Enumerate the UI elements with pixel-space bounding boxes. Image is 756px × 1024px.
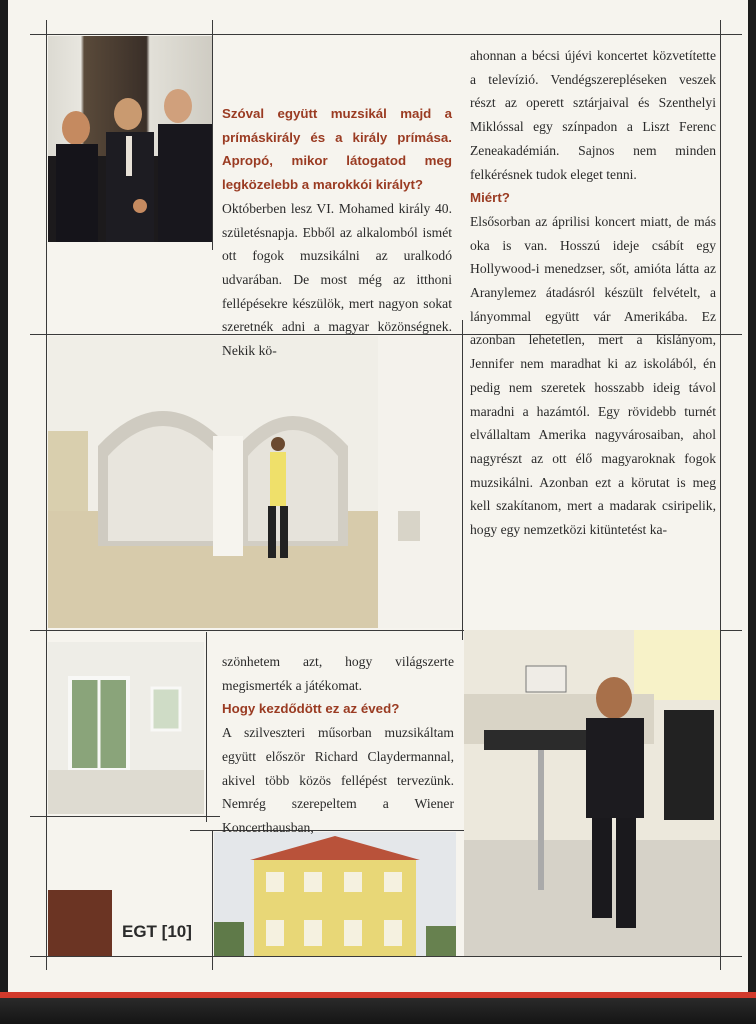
interview-question: Miért? bbox=[470, 190, 510, 206]
interview-answer: Elsősorban az áprilisi koncert miatt, de más oka is van. Hosszú ideje csábít egy Hollywood-i menedzser, sőt, amióta látta az Aranylemez átadásról készült felvételt, a lányommal együtt vár Amerikába. Ez azonban lehetetlen, mert a kislányom, Jennifer nem maradhat ki az iskolából, én pedig nem szeretek hosszabb ideig távol maradni a hazámtól. Egy rövidebb turnét elvállaltam Amerika nagyvárosaiban, ahol nagyrészt az ott élő magyaroknak fogok muzsikálni. Azonban ezt a körutat is meg kell szakítanom, mert a madarak csiripelik, hogy egy nemzetközi kitüntetést ka- bbox=[470, 213, 716, 538]
grid-line bbox=[212, 830, 213, 970]
interview-question: Hogy kezdődött ez az éved? bbox=[222, 701, 400, 717]
grid-line bbox=[212, 20, 213, 250]
grid-line bbox=[46, 20, 47, 970]
photo-men-shaking-hands bbox=[48, 36, 212, 242]
page-bottom-edge bbox=[0, 992, 756, 1024]
interview-question: Szóval együtt muzsikál majd a prímáskirály és a király prímása. Apropó, mikor látogatod meg legközelebb a marokkói királyt? bbox=[222, 106, 452, 193]
interview-answer: Októberben lesz VI. Mohamed király 40. születésnapja. Ebből az alkalomból ismét ott fogok muzsikálni az uralkodó udvarában. De most még az itthoni fellépésekre készülök, mert nagyon sokat szeretnék adni a magyar közönségnek. Nekik kö- bbox=[222, 200, 452, 359]
grid-line bbox=[30, 956, 742, 957]
grid-line bbox=[462, 320, 463, 640]
page-number: EGT [10] bbox=[122, 922, 192, 941]
brand-color-box bbox=[48, 890, 112, 956]
photo-yellow-house bbox=[214, 832, 456, 956]
interview-answer: szönhetem azt, hogy világszerte megismerték a játékomat. bbox=[222, 654, 454, 693]
interview-answer: ahonnan a bécsi újévi koncertet közvetítette a televízió. Vendégszerepléseken veszek részt az operett sztárjaival és Szenthelyi Miklóssal egy színpadon a Liszt Ferenc Zeneakadémián. Sajnos nem minden felkérésnek tudok eleget tenni. bbox=[470, 48, 716, 182]
interview-answer: A szilveszteri műsorban muzsikáltam együtt először Richard Claydermannal, akivel több közös fellépést tervezünk. Nemrég szerepeltem a Wiener Koncerthausban, bbox=[222, 725, 454, 835]
photo-empty-room-balcony bbox=[48, 642, 204, 814]
text-column-right bbox=[470, 44, 716, 542]
grid-line bbox=[206, 632, 207, 822]
photo-arched-room bbox=[48, 336, 460, 628]
grid-line bbox=[30, 34, 742, 35]
grid-line bbox=[30, 816, 220, 817]
grid-line bbox=[720, 20, 721, 970]
text-column-left bbox=[222, 102, 452, 363]
text-column-bottom bbox=[222, 650, 454, 840]
photo-man-in-kitchen bbox=[464, 630, 720, 956]
